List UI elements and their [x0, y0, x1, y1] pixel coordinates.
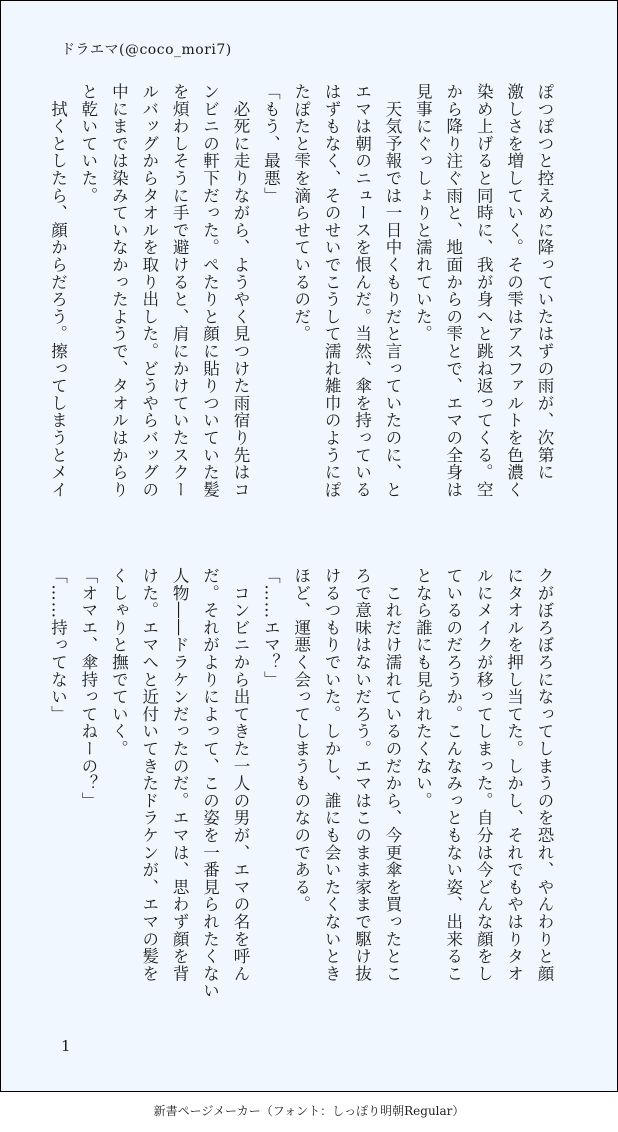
text-line: ンビニの軒下だった。ぺたりと顔に貼りついていた髪 [200, 83, 220, 499]
text-line: 見事にぐっしょりと濡れていた。 [413, 83, 433, 343]
lower-text-block [48, 567, 559, 1022]
text-line: 「……エマ？」 [261, 567, 281, 689]
text-line: 染め上げると同時に、我が身へと跳ね返ってくる。空 [474, 83, 494, 499]
text-line: 人物――ドラケンだったのだ。エマは、思わず顔を背 [170, 567, 190, 983]
text-line: 激しさを増していく。その雫はアスファルトを色濃く [504, 83, 524, 499]
text-line: はずもなく、そのせいでこうして濡れ雑巾のようにぽ [322, 83, 342, 499]
text-line: を煩わしそうに手で避けると、肩にかけていたスクー [170, 83, 190, 499]
text-line: だ。それがよりによって、この姿を一番見られたくない [200, 567, 220, 1000]
text-line: ほど、運悪く会ってしまうものなのである。 [291, 567, 311, 913]
text-line: けるつもりでいた。しかし、誰にも会いたくないとき [322, 567, 342, 983]
text-line: から降り注ぐ雨と、地面からの雫とで、エマの全身は [443, 83, 463, 499]
text-line: これだけ濡れているのだから、今更傘を買ったとこ [382, 567, 402, 983]
upper-text-block [48, 83, 559, 538]
text-line: ルにメイクが移ってしまった。自分は今どんな顔をし [474, 567, 494, 983]
text-line: ろで意味はないだろう。エマはこのまま家まで駆け抜 [352, 567, 372, 983]
text-line: たぽたと雫を滴らせているのだ。 [291, 83, 311, 343]
text-line: と乾いていた。 [78, 83, 98, 205]
text-line: 中にまでは染みていなかったようで、タオルはからり [109, 83, 129, 499]
footer-credit: 新書ページメーカー（フォント：しっぽり明朝Regular） [153, 1104, 465, 1118]
text-line: にタオルを押し当てた。しかし、それでもやはりタオ [504, 567, 524, 983]
text-line: コンビニから出てきた一人の男が、エマの名を呼ん [230, 567, 250, 983]
text-line: 天気予報では一日中くもりだと言っていたのに、と [382, 83, 402, 499]
page-number: 1 [61, 1037, 71, 1055]
author-header: ドラエマ(@coco_mori7) [61, 42, 232, 58]
text-line: ルバッグからタオルを取り出した。どうやらバッグの [139, 83, 159, 499]
text-line: 「……持ってない」 [48, 567, 68, 723]
text-line: ているのだろうか。こんなみっともない姿、出来るこ [443, 567, 463, 983]
text-line: 拭くとしたら、顔からだろう。擦ってしまうとメイ [48, 83, 68, 499]
text-line: ぽつぽつと控えめに降っていたはずの雨が、次第に [535, 83, 554, 481]
text-line: となら誰にも見られたくない。 [413, 567, 433, 810]
text-line: エマは朝のニュースを恨んだ。当然、傘を持っている [352, 83, 372, 499]
text-line: 「もう、最悪」 [261, 83, 281, 205]
text-line: 「オマエ、傘持ってねーの？」 [78, 567, 98, 810]
text-line: 必死に走りながら、ようやく見つけた雨宿り先はコ [230, 83, 250, 499]
text-line: けた。エマへと近付いてきたドラケンが、エマの髪を [139, 567, 159, 983]
text-line: クがぼろぼろになってしまうのを恐れ、やんわりと顔 [535, 567, 554, 983]
text-line: くしゃりと撫でていく。 [109, 567, 129, 758]
